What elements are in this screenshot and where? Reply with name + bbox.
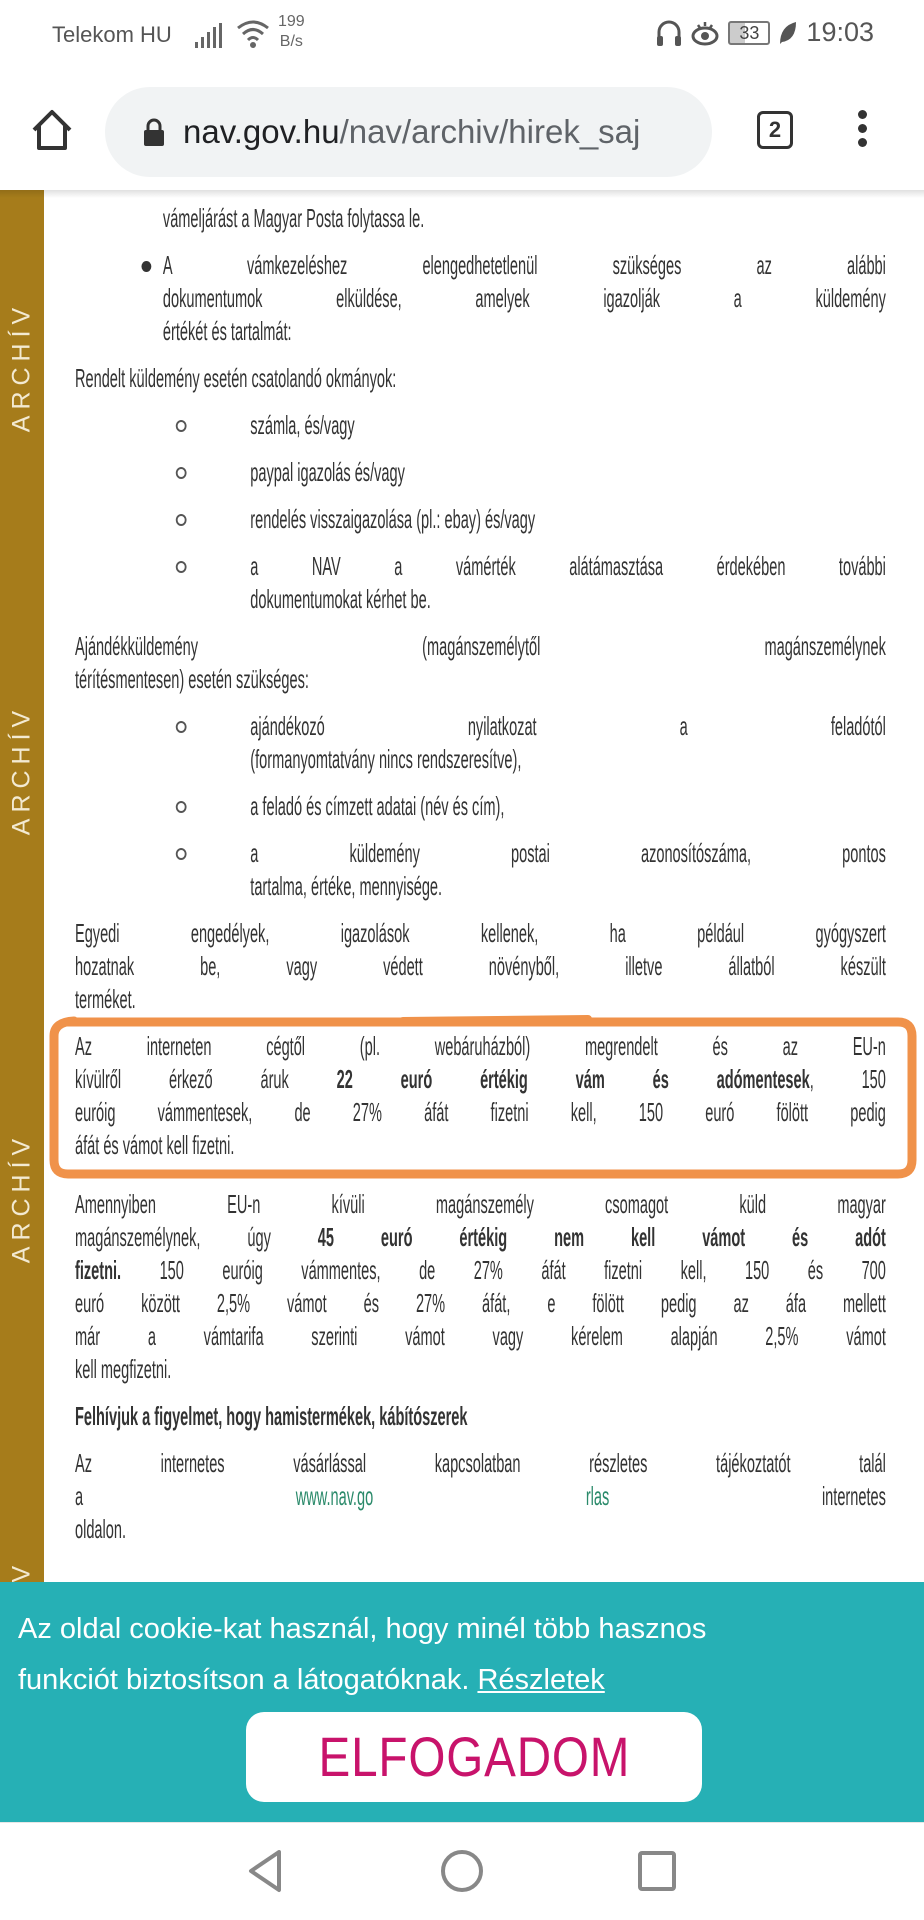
cookie-banner xyxy=(0,1582,924,1822)
text-segment: már a vámtarifa szerinti vámot vagy kérelem alapján 2,5% vámot xyxy=(75,1321,886,1351)
recents-icon[interactable] xyxy=(637,1849,677,1893)
list-item xyxy=(75,409,886,442)
signal-icon xyxy=(194,22,224,50)
circle-bullet-icon xyxy=(176,467,187,479)
list-item xyxy=(75,503,886,536)
text-segment: Rendelt küldemény esetén csatolandó okmányok: xyxy=(75,363,397,393)
text-segment: 150 euróig vámmentes, de 27% áfát fizetni kell, 150 és 700 xyxy=(121,1255,886,1285)
battery-level: 33 xyxy=(739,22,760,43)
text-segment: a küldemény postai azonosítószáma, pontos xyxy=(250,838,886,868)
text-line xyxy=(75,1320,886,1353)
text-segment: a NAV a vámérték alátámasztása érdekében további xyxy=(250,551,886,581)
text-segment: (formanyomtatvány nincs rendszeresítve), xyxy=(250,744,522,774)
lock-icon xyxy=(143,117,165,147)
text-segment: tartalma, értéke, mennyisége. xyxy=(250,871,443,901)
archive-label: ARCHÍV xyxy=(7,1132,36,1264)
text-segment: Egyedi engedélyek, igazolások kellenek, ha például gyógyszert xyxy=(75,918,886,948)
url-path: /nav/archiv/hirek_saj xyxy=(339,113,641,150)
text-line xyxy=(163,282,886,315)
cookie-message-line: Az oldal cookie-kat használ, hogy minél több hasznos xyxy=(18,1613,707,1645)
list-item xyxy=(75,790,886,823)
circle-bullet-icon xyxy=(176,848,187,860)
paragraph xyxy=(75,362,886,395)
text-segment: oldalon. xyxy=(75,1514,127,1544)
list-item xyxy=(75,837,886,903)
leaf-icon xyxy=(778,20,798,46)
list-item xyxy=(75,249,886,348)
text-segment: a feladó és címzett adatai (név és cím), xyxy=(250,791,505,821)
text-segment: a xyxy=(75,1481,296,1511)
tab-switcher-button[interactable] xyxy=(757,111,793,149)
text-line xyxy=(250,583,886,616)
carrier-name: Telekom HU xyxy=(52,22,172,47)
back-icon[interactable] xyxy=(245,1849,285,1893)
text-line xyxy=(75,1480,886,1513)
text-segment: internetes xyxy=(609,1481,886,1511)
status-bar xyxy=(0,0,924,75)
text-line xyxy=(163,202,886,235)
tab-count: 2 xyxy=(768,117,782,142)
text-line xyxy=(75,1513,886,1546)
text-segment: hozatnak be, vagy védett növényből, illetve állatból készült xyxy=(75,951,886,981)
text-line xyxy=(75,1400,886,1433)
details-link[interactable]: Részletek xyxy=(477,1664,605,1696)
paragraph xyxy=(75,1447,886,1546)
text-segment: Ajándékküldemény (magánszemélytől magánszemélynek xyxy=(75,631,886,661)
paragraph xyxy=(75,630,886,696)
text-segment: vámeljárást a Magyar Posta folytassa le. xyxy=(162,203,425,233)
bullet-icon xyxy=(141,261,151,272)
more-menu-icon[interactable] xyxy=(855,110,869,152)
circle-bullet-icon xyxy=(176,420,187,432)
circle-bullet-icon xyxy=(176,561,187,573)
text-line xyxy=(75,1129,886,1162)
text-line xyxy=(250,743,886,776)
speed-value: 199 xyxy=(278,13,305,30)
text-segment: térítésmentesen) esetén szükséges: xyxy=(75,664,309,694)
text-line xyxy=(163,315,886,348)
text-segment: terméket. xyxy=(75,984,136,1014)
bold-text: 45 euró értékig nem kell vámot és adót xyxy=(317,1222,886,1252)
text-segment: paypal igazolás és/vagy xyxy=(250,457,405,487)
text-segment: euró között 2,5% vámot és 27% áfát, e fölött pedig az áfa mellett xyxy=(75,1288,886,1318)
text-line xyxy=(75,1287,886,1320)
web-page xyxy=(0,190,924,1822)
toolbar-shadow xyxy=(0,190,924,198)
text-line xyxy=(75,1353,886,1386)
text-segment: Amennyiben EU-n kívüli magánszemély csomagot küld magyar xyxy=(75,1189,886,1219)
text-line xyxy=(163,249,886,282)
text-segment: értékét és tartalmát: xyxy=(162,316,292,346)
text-line xyxy=(250,550,886,583)
cookie-message-line: funkciót biztosítson a látogatóknak. xyxy=(18,1664,478,1696)
text-line xyxy=(250,790,886,823)
text-segment: ajándékozó nyilatkozat a feladótól xyxy=(250,711,886,741)
list-item xyxy=(75,550,886,616)
bold-text: Felhívjuk a figyelmet, hogy hamistermékek, kábítószerek xyxy=(75,1401,468,1431)
text-segment: áfát és vámot kell fizetni. xyxy=(75,1130,235,1160)
text-segment: magánszemélynek, úgy xyxy=(75,1222,318,1252)
list-item xyxy=(75,710,886,776)
wifi-icon xyxy=(236,18,270,50)
archive-sidebar xyxy=(0,190,44,1822)
paragraph xyxy=(75,1400,886,1433)
system-navigation-bar xyxy=(0,1822,924,1920)
text-segment: kell megfizetni. xyxy=(75,1354,172,1384)
text-line xyxy=(75,983,886,1016)
text-segment: számla, és/vagy xyxy=(250,410,355,440)
inline-link[interactable]: www.nav.go xyxy=(295,1481,374,1511)
speed-unit: B/s xyxy=(279,33,303,50)
text-line xyxy=(75,950,886,983)
text-segment: kívülről érkező áruk xyxy=(75,1064,337,1094)
text-line xyxy=(75,630,886,663)
text-line xyxy=(75,1063,886,1096)
accept-cookies-button[interactable] xyxy=(246,1712,702,1802)
list-item xyxy=(75,456,886,489)
text-segment: dokumentumok elküldése, amelyek igazolják a küldemény xyxy=(162,283,886,313)
network-speed xyxy=(278,12,305,52)
circle-bullet-icon xyxy=(176,721,187,733)
cookie-message xyxy=(18,1604,706,1706)
text-line xyxy=(250,409,886,442)
text-segment: euróig vámmentesek, de 27% áfát fizetni kell, 150 euró fölött pedig xyxy=(75,1097,886,1127)
paragraph xyxy=(75,202,886,235)
text-line xyxy=(75,1447,886,1480)
paragraph xyxy=(75,1188,886,1386)
battery-icon xyxy=(728,21,770,45)
bold-text: fizetni. xyxy=(75,1255,122,1285)
eye-comfort-icon xyxy=(690,19,720,47)
archive-label: ARCHÍV xyxy=(7,301,36,433)
text-segment: Az internetes vásárlással kapcsolatban részletes tájékoztatót talál xyxy=(75,1448,886,1478)
headphones-icon xyxy=(656,19,682,47)
home-nav-icon[interactable] xyxy=(440,1849,484,1893)
text-segment: , 150 xyxy=(809,1064,886,1094)
clock: 19:03 xyxy=(806,17,874,47)
text-line xyxy=(75,1030,886,1063)
text-line xyxy=(75,1254,886,1287)
text-segment: rendelés visszaigazolása (pl.: ebay) és/vagy xyxy=(250,504,536,534)
text-line xyxy=(75,1096,886,1129)
text-line xyxy=(250,837,886,870)
text-line xyxy=(250,503,886,536)
text-line xyxy=(75,362,886,395)
accept-label: ELFOGADOM xyxy=(318,1725,630,1788)
url-host: nav.gov.hu xyxy=(183,113,340,150)
browser-toolbar xyxy=(0,75,924,190)
text-line xyxy=(75,1221,886,1254)
text-line xyxy=(75,917,886,950)
bold-text: 22 euró értékig vám és adómentesek xyxy=(336,1064,810,1094)
home-icon[interactable] xyxy=(30,108,74,152)
text-line xyxy=(75,663,886,696)
text-line xyxy=(250,710,886,743)
text-line xyxy=(75,1188,886,1221)
text-segment: A vámkezeléshez elengedhetetlenül szükséges az alábbi xyxy=(162,250,886,280)
address-bar[interactable] xyxy=(105,87,712,177)
article-content xyxy=(75,202,886,1560)
text-segment: Az interneten cégtől (pl. webáruházból) megrendelt és az EU-n xyxy=(75,1031,886,1061)
inline-link[interactable]: rlas xyxy=(585,1481,610,1511)
circle-bullet-icon xyxy=(176,801,187,813)
circle-bullet-icon xyxy=(176,514,187,526)
text-segment: dokumentumokat kérhet be. xyxy=(250,584,431,614)
text-line xyxy=(250,456,886,489)
paragraph xyxy=(75,917,886,1016)
paragraph xyxy=(75,1030,886,1162)
archive-label: ARCHÍV xyxy=(7,704,36,836)
text-line xyxy=(250,870,886,903)
